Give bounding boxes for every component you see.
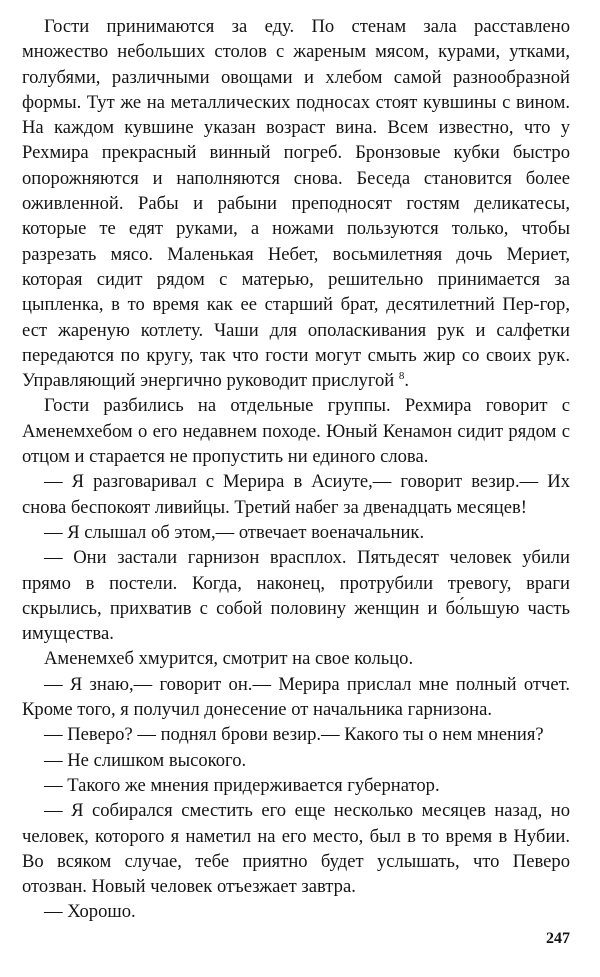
page-body bbox=[22, 14, 570, 925]
dialogue-line-6: — Не слишком высокого. bbox=[44, 749, 247, 771]
paragraph-1-text: Гости принимаются за еду. По стенам зала расставлено множество небольших столов с жареным мясом, курами, утками, голубями, различными овощами и хлебом самой разнообразной формы. Тут же на металлических подносах стоят кувшины с вином. На каждом кувшине указан возраст вина. Всем известно, что у Рехмира прекрасный винный погреб. Бронзовые кубки быстро опорожняются и наполняются снова. Беседа становится более оживленной. Рабы и рабыни преподносят гостям деликатесы, которые те едят руками, а ножами пользуются только, чтобы разрезать мясо. Маленькая Небет, восьмилетняя дочь Мериет, которая сидит рядом с матерью, решительно принимается за цыпленка, в то время как ее старший брат, десятилетний Пер-гор, ест жареную котлету. Чаши для ополаскивания рук и салфетки передаются по кругу, так что гости могут смыть жир со своих рук. Управляющий энергично руководит прислугой bbox=[22, 16, 570, 392]
dialogue-line-2: — Я слышал об этом,— отвечает военачальник. bbox=[44, 521, 425, 543]
dialogue-line-7: — Такого же мнения придерживается губернатор. bbox=[44, 774, 440, 796]
dialogue-line-8: — Я собирался сместить его еще несколько месяцев назад, но человек, которого я наметил на его место, был в то время в Нубии. Во всяком случае, тебе приятно будет услышать, что Певеро отозван. Новый человек отъезжает завтра. bbox=[22, 800, 570, 898]
dialogue-line-5: — Певеро? — поднял брови везир.— Какого ты о нем мнения? bbox=[44, 724, 544, 746]
dialogue-line-9: — Хорошо. bbox=[44, 901, 136, 923]
dialogue-line-4: — Я знаю,— говорит он.— Мерира прислал мне полный отчет. Кроме того, я получил донесение от начальника гарнизона. bbox=[22, 673, 570, 721]
dialogue-line-3: — Они застали гарнизон врасплох. Пятьдесят человек убили прямо в постели. Когда, наконец, протрубили тревогу, враги скрылись, прихватив с собой половину женщин и бо́льшую часть имущества. bbox=[22, 547, 570, 645]
paragraph-1: Гости принимаются за еду. По стенам зала расставлено множество небольших столов с жареным мясом, курами, утками, голубями, различными овощами и хлебом самой разнообразной формы. Тут же на металлических подносах стоят кувшины с вином. На каждом кувшине указан возраст вина. Всем известно, что у Рехмира прекрасный винный погреб. Бронзовые кубки быстро опорожняются и наполняются снова. Беседа становится более оживленной. Рабы и рабыни преподносят гостям деликатесы, которые те едят руками, а ножами пользуются только, чтобы разрезать мясо. Маленькая Небет, восьмилетняя дочь Мериет, которая сидит рядом с матерью, решительно принимается за цыпленка, в то время как ее старший брат, десятилетний Пер-гор, ест жареную котлету. Чаши для ополаскивания рук и салфетки передаются по кругу, так что гости могут смыть жир со своих рук. Управляющий энергично руководит прислугой $^8$. bbox=[22, 16, 570, 392]
page-number: 247 bbox=[546, 930, 570, 947]
dialogue-line-1: — Я разговаривал с Мерира в Асиуте,— говорит везир.— Их снова беспокоят ливийцы. Третий набег за двенадцать месяцев! bbox=[22, 471, 570, 518]
narration-line: Аменемхеб хмурится, смотрит на свое кольцо. bbox=[44, 648, 414, 670]
footnote-marker[interactable]: 8 bbox=[398, 369, 405, 382]
paragraph-2: Гости разбились на отдельные группы. Рехмира говорит с Аменемхебом о его недавнем походе. Юный Кенамон сидит рядом с отцом и старается не пропустить ни единого слова. bbox=[22, 395, 570, 468]
